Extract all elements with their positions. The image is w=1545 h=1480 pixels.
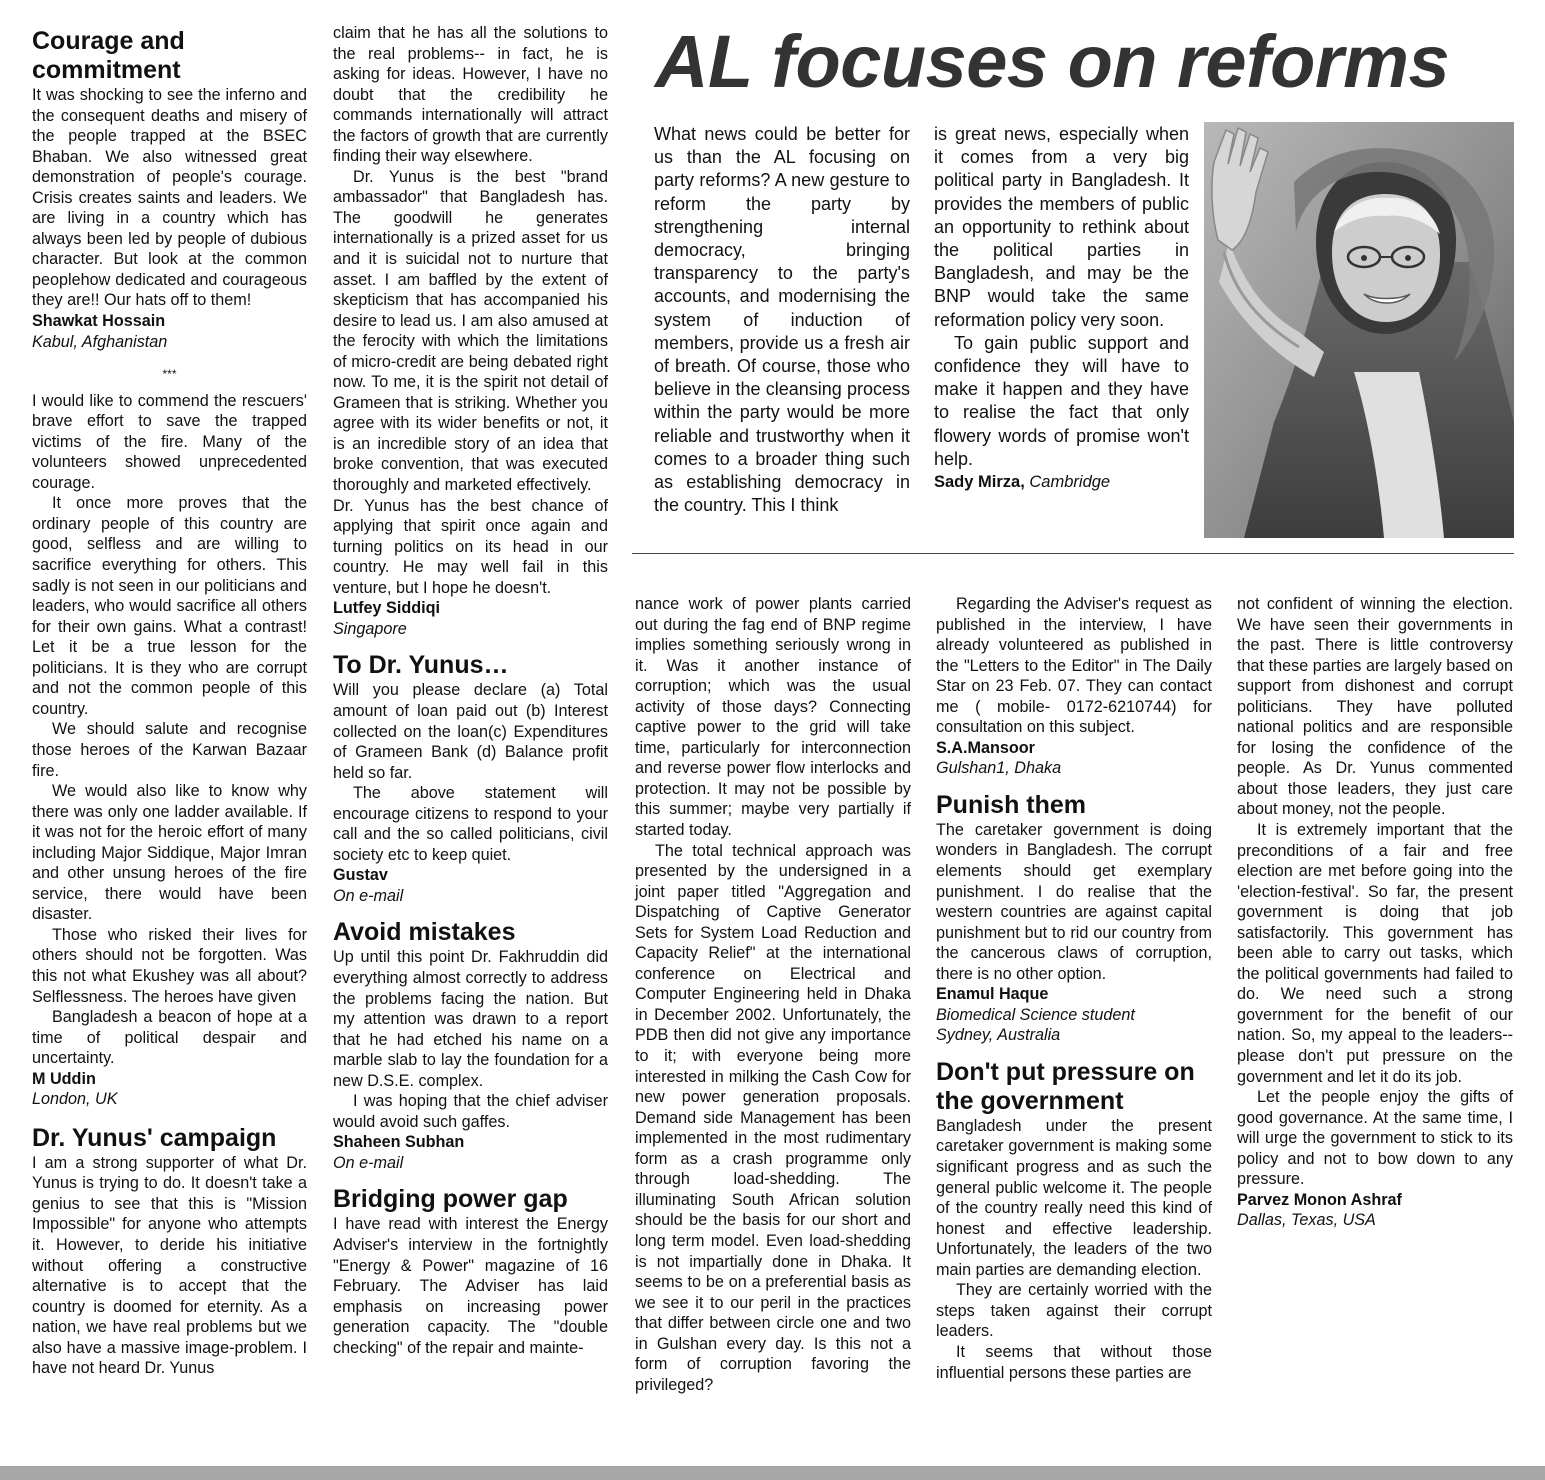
column-2: [333, 23, 608, 1358]
column-1: [32, 27, 307, 1379]
letter-body: claim that he has all the solutions to the real problems-- in fact, he is asking for ideas. However, I have no doubt that the credibility he commands internationally will attract the factors of growth that are currently finding their way elsewhere.: [333, 24, 608, 166]
letter-location: London, UK: [32, 1090, 118, 1109]
letter-body: It is extremely important that the preconditions of a fair and free election are met before going into the 'election-festival'. So far, the present government is doing that job satisfactorily. This government has been able to carry out tasks, which the political governments had failed to do. We need such a strong government for the benefit of our nation. So, my appeal to the leaders-- please don't put pressure on the government and let it do its job.: [1237, 821, 1513, 1086]
letter-body: nance work of power plants carried out during the fag end of BNP regime implies something seriously wrong in it. Was it another instance of corruption; which was the usual activity of those days? Connecting captive power to the grid will take time, particularly for interconnection and reverse power flow interlocks and protection. It may not be possible by this summer; maybe very partially if started today.: [635, 595, 911, 840]
column-3: [635, 594, 911, 1395]
al-lead-column: [654, 123, 910, 517]
photo-illustration: [1204, 122, 1514, 538]
letter-body: We would also like to know why there was only one ladder available. If it was not for the heroic effort of many including Major Siddique, Major Imran and other unsung heroes of the fire service, there would have been disaster.: [32, 782, 307, 924]
letter-location: On e-mail: [333, 1153, 404, 1172]
letter-author: Enamul Haque: [936, 985, 1049, 1004]
al-location: Cambridge: [1029, 473, 1111, 492]
letter-title-punish-them: Punish them: [936, 790, 1087, 819]
headline: AL focuses on reforms: [655, 20, 1450, 103]
letter-title-power-gap: Bridging power gap: [333, 1185, 568, 1214]
letter-location: Biomedical Science student: [936, 1005, 1135, 1024]
letter-title-courage: Courage and commitment: [32, 27, 185, 84]
letter-location: Sydney, Australia: [936, 1026, 1061, 1045]
al-continued-body: is great news, especially when it comes from a very big political party in Bangladesh. It provides the members of public an opportunity to rethink about the political parties in Bangladesh, and may be the BNP would take the same reformation policy very soon.: [934, 124, 1189, 330]
al-signature: [934, 471, 1189, 494]
letter-body: Will you please declare (a) Total amount of loan paid out (b) Interest collected on the loan(c) Expenditures of Grameen Bank (d) Balance profit held so far.: [333, 681, 608, 782]
column-4: [936, 594, 1212, 1383]
bottom-bar: [0, 1466, 1545, 1480]
letter-body: The total technical approach was presented by the undersigned in a joint paper titled "Aggregation and Dispatching of Captive Generator Sets for System Load Reduction and Capacity Relief" at the international conference on Electrical and Computer Engineering held in Dhaka in December 2002. Unfortunately, the PDB then did not give any importance to it; with everyone being more interested in milking the Cash Cow for new power generation proposals. Demand side Management has been implemented in the most rudimentary form as a crash programme only through load-shedding. The illuminating South African solution should be the basis for our short and long term model. Even load-shedding is not impartially done in Dhaka. It seems to be on a preferential basis as we see it to our peril in the practices that differ between circle one and two in Gulshan every day. Is this not a form of corruption favoring the privileged?: [635, 841, 911, 1394]
letter-body: Regarding the Adviser's request as published in the interview, I have already volunteered as published in the "Letters to the Editor" in The Daily Star on 23 Feb. 07. They can contact me ( mobile- 0172-6210744) for consultation on this subject.: [936, 595, 1212, 737]
letter-location: Kabul, Afghanistan: [32, 332, 168, 351]
letter-body: We should salute and recognise those heroes of the Karwan Bazaar fire.: [32, 720, 307, 780]
letter-body: Bangladesh a beacon of hope at a time of political despair and uncertainty.: [32, 1008, 307, 1068]
al-author: Sady Mirza,: [934, 473, 1025, 492]
letter-body: The above statement will encourage citizens to respond to your call and the so called politicians, civil society etc to keep quiet.: [333, 784, 608, 864]
letter-body: It seems that without those influential persons these parties are: [936, 1342, 1212, 1382]
letter-author: Shawkat Hossain: [32, 312, 166, 331]
letter-location: Dallas, Texas, USA: [1237, 1211, 1376, 1230]
letter-title-dont-put-pressure: Don't put pressure on the government: [936, 1057, 1195, 1115]
separator: ***: [162, 367, 177, 382]
letter-body: Bangladesh under the present caretaker government is making some significant progress and as such the general public welcome it. The people of the country really need this kind of honest and effective leadership. Unfortunately, the leaders of the two main parties are demanding election.: [936, 1116, 1212, 1279]
letter-body: I was hoping that the chief adviser would avoid such gaffes.: [333, 1092, 608, 1131]
letter-author: Lutfey Siddiqi: [333, 599, 441, 618]
letter-body: It once more proves that the ordinary people of this country are good, selfless and are willing to sacrifice everything for others. This sadly is not seen in our politicians and leaders, who would sacrifice all others for their own gains. What a contrast! Let it be a true lesson for the politicians. It is they who are corrupt and not the common people of this country.: [32, 494, 307, 718]
al-lead-body: What news could be better for us than the AL focusing on party reforms? A new gesture to reform the party by strengthening internal democracy, bringing transparency to the party's accounts, and modernising the system of induction of members, provide us a fresh air of breath. Of course, those who believe in the cleansing process within the party would be more reliable and trustworthy when it comes to a broader thing such as establishing democracy in the country. This I think: [654, 124, 910, 516]
letter-body: It was shocking to see the inferno and the consequent deaths and misery of the people trapped at the BSEC Bhaban. We also witnessed great demonstration of people's courage. Crisis creates saints and leaders. We are living in a country which has always been led by people of dubious character. But look at the common peoplehow dedicated and courageous they are!! Our hats off to them!: [32, 86, 307, 310]
letter-body: I have read with interest the Energy Adviser's interview in the fortnightly "Energy & Power" magazine of 16 February. The Adviser has laid emphasis on increasing power generation capacity. The "double checking" of the repair and mainte-: [333, 1215, 608, 1357]
letter-body: The caretaker government is doing wonders in Bangladesh. The corrupt elements should get exemplary punishment. I do realise that the western countries are against capital punishment but to rid our country from the cancerous claws of corruption, there is no other option.: [936, 820, 1212, 983]
letter-author: M Uddin: [32, 1069, 96, 1088]
letter-body: I am a strong supporter of what Dr. Yunus is trying to do. It doesn't take a genius to see that this is "Mission Impossible" for anyone who attempts it. However, to deride his initiative without offering a constructive alternative is to accept that the country is doomed for eternity. As a nation, we have real problems but we also have a massive image-problem. I have not heard Dr. Yunus: [32, 1153, 307, 1378]
letter-body: Dr. Yunus has the best chance of applying that spirit once again and turning politics on its head in our country. He may well fail in this venture, but I hope he doesn't.: [333, 496, 608, 597]
letter-body: Those who risked their lives for others should not be forgotten. Was this not what Ekushey was all about? Selflessness. The heroes have given: [32, 925, 307, 1006]
letter-title-to-dr-yunus: To Dr. Yunus…: [333, 651, 509, 680]
letter-body: not confident of winning the election. We have seen their governments in the past. There is little controversy that these parties are largely based on support from dishonest and corrupt politicians. They have polluted national politics and are responsible for losing the confidence of the people. As Dr. Yunus commented about those leaders, they just care about money, not the people.: [1237, 595, 1513, 819]
letter-body: I would like to commend the rescuers' brave effort to save the trapped victims of the fire. Many of the volunteers showed unprecedented courage.: [32, 391, 307, 492]
letter-title-avoid-mistakes: Avoid mistakes: [333, 918, 516, 947]
letter-title-campaign: Dr. Yunus' campaign: [32, 1123, 277, 1152]
letter-body: Up until this point Dr. Fakhruddin did everything almost correctly to address the problems facing the nation. But my attention was drawn to a report that he had etched his name on a marble slab to lay the foundation for a new D.S.E. complex.: [333, 948, 608, 1090]
column-5: [1237, 594, 1513, 1231]
al-continued-column: [934, 123, 1189, 494]
letter-body: They are certainly worried with the steps taken against their corrupt leaders.: [936, 1281, 1212, 1341]
letter-body: Dr. Yunus is the best "brand ambassador" that Bangladesh has. The goodwill he generates internationally is a prized asset for us and it is suicidal not to nurture that asset. I am baffled by the extent of skepticism that has accompanied his desire to lead us. I am also amused at the ferocity with which the limitations of micro-credit are being debated right now. To me, it is the spirit not detail of Grameen that is striking. Whether you agree with its wider benefits or not, it is an incredible story of an idea that broke convention, that was executed thoroughly and marketed effectively.: [333, 167, 608, 495]
letter-location: Singapore: [333, 619, 407, 638]
waving-woman-photo: [1204, 122, 1514, 538]
letter-author: Gustav: [333, 866, 388, 885]
letter-body: Let the people enjoy the gifts of good governance. At the same time, I will urge the government to stick to its policy and not to bow down to any pressure.: [1237, 1088, 1513, 1189]
letter-author: Parvez Monon Ashraf: [1237, 1190, 1402, 1209]
letter-location: On e-mail: [333, 886, 404, 905]
al-continued-body: To gain public support and confidence they will have to make it happen and they have to realise the fact that only flowery words of promise won't help.: [934, 332, 1189, 469]
letter-location: Gulshan1, Dhaka: [936, 759, 1062, 778]
letter-author: S.A.Mansoor: [936, 738, 1035, 757]
letter-author: Shaheen Subhan: [333, 1133, 465, 1152]
section-divider: [632, 553, 1514, 554]
